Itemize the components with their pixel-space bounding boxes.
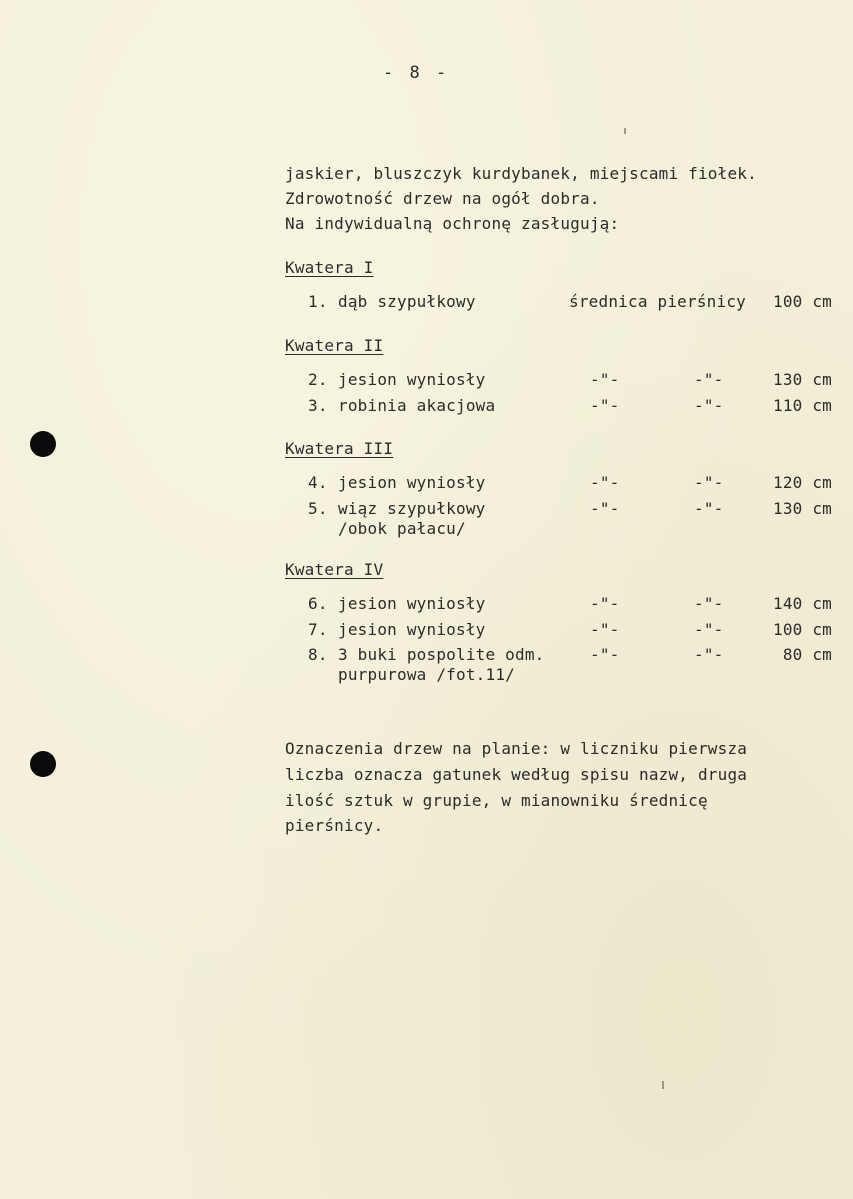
intro-line: Zdrowotność drzew na ogół dobra. xyxy=(285,189,600,208)
section-heading: Kwatera I xyxy=(285,258,374,277)
ditto-mark: -"- xyxy=(590,499,620,518)
item-number: 7. xyxy=(308,620,328,639)
ditto-mark: -"- xyxy=(590,594,620,613)
diameter-value: 110 cm xyxy=(773,396,832,415)
punch-hole-top xyxy=(30,431,56,457)
measurement-label: średnica pierśnicy xyxy=(569,292,746,311)
ditto-mark: -"- xyxy=(694,396,724,415)
ditto-mark: -"- xyxy=(590,620,620,639)
tree-name: wiąz szypułkowy xyxy=(338,499,486,518)
diameter-value: 80 cm xyxy=(782,645,832,664)
ditto-mark: -"- xyxy=(694,499,724,518)
tree-location: /obok pałacu/ xyxy=(338,519,466,538)
diameter-value: 130 cm xyxy=(773,370,832,389)
tree-name: jesion wyniosły xyxy=(338,370,486,389)
ditto-mark: -"- xyxy=(590,370,620,389)
diameter-value: 100 cm xyxy=(773,620,832,639)
tree-name: jesion wyniosły xyxy=(338,473,486,492)
paper-mark xyxy=(624,128,626,134)
item-number: 8. xyxy=(308,645,328,664)
intro-line: Na indywidualną ochronę zasługują: xyxy=(285,214,620,233)
item-number: 4. xyxy=(308,473,328,492)
section-heading: Kwatera IV xyxy=(285,560,384,579)
ditto-mark: -"- xyxy=(694,370,724,389)
tree-name: robinia akacjowa xyxy=(338,396,496,415)
diameter-value: 130 cm xyxy=(773,499,832,518)
ditto-mark: -"- xyxy=(590,396,620,415)
page-number: - 8 - xyxy=(383,63,450,83)
tree-name: 3 buki pospolite odm. xyxy=(338,645,545,664)
closing-line: Oznaczenia drzew na planie: w liczniku pierwsza xyxy=(285,739,748,758)
tree-variety: purpurowa /fot.11/ xyxy=(338,665,515,684)
closing-line: pierśnicy. xyxy=(285,816,384,835)
diameter-value: 120 cm xyxy=(773,473,832,492)
section-heading: Kwatera II xyxy=(285,336,384,355)
ditto-mark: -"- xyxy=(694,645,724,664)
tree-name: jesion wyniosły xyxy=(338,594,486,613)
ditto-mark: -"- xyxy=(694,620,724,639)
item-number: 1. xyxy=(308,292,328,311)
closing-line: liczba oznacza gatunek według spisu nazw, druga xyxy=(285,765,748,784)
ditto-mark: -"- xyxy=(590,473,620,492)
paper-mark xyxy=(662,1081,664,1089)
closing-line: ilość sztuk w grupie, w mianowniku średnicę xyxy=(285,791,708,810)
item-number: 2. xyxy=(308,370,328,389)
diameter-value: 140 cm xyxy=(773,594,832,613)
item-number: 6. xyxy=(308,594,328,613)
item-number: 5. xyxy=(308,499,328,518)
item-number: 3. xyxy=(308,396,328,415)
tree-name: dąb szypułkowy xyxy=(338,292,476,311)
section-heading: Kwatera III xyxy=(285,439,394,458)
ditto-mark: -"- xyxy=(694,594,724,613)
ditto-mark: -"- xyxy=(590,645,620,664)
diameter-value: 100 cm xyxy=(773,292,832,311)
ditto-mark: -"- xyxy=(694,473,724,492)
intro-line: jaskier, bluszczyk kurdybanek, miejscami fiołek. xyxy=(285,164,757,183)
tree-name: jesion wyniosły xyxy=(338,620,486,639)
punch-hole-bottom xyxy=(30,751,56,777)
